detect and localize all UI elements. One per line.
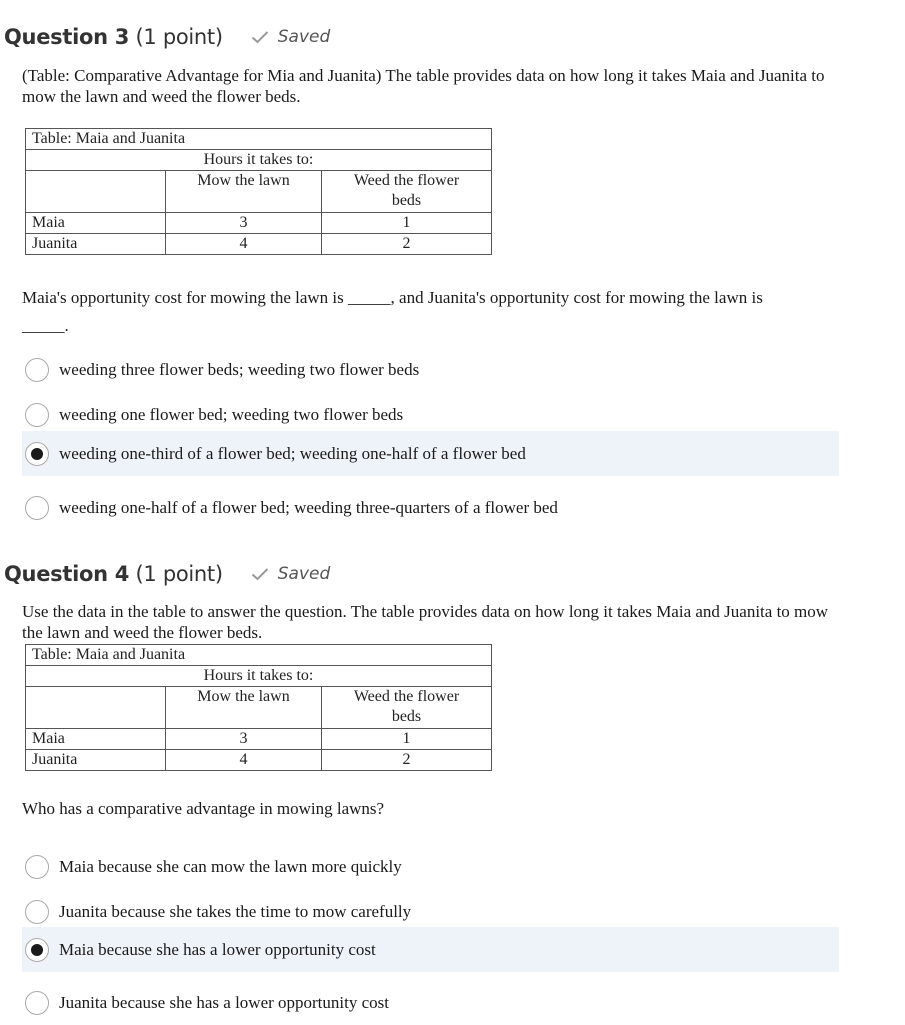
option-label[interactable]: weeding three flower beds; weeding two flower beds: [59, 360, 420, 379]
data-table: [25, 128, 492, 255]
saved-status: Saved: [251, 564, 331, 584]
question-prompt: Use the data in the table to answer the question. The table provides data on how long it takes Maia and Juanita to mow the lawn and weed the flower beds.: [22, 602, 829, 642]
table-group-header: Hours it takes to:: [26, 150, 492, 171]
option-label[interactable]: Juanita because she takes the time to mow carefully: [59, 902, 412, 921]
data-table: [25, 644, 492, 771]
question-text: Who has a comparative advantage in mowing lawns?: [22, 799, 385, 818]
radio-dot-icon: [31, 448, 43, 460]
radio-button[interactable]: [25, 900, 49, 924]
option-label[interactable]: weeding one-half of a flower bed; weeding three-quarters of a flower bed: [59, 498, 558, 517]
row-mow: 4: [166, 234, 322, 255]
question-header: [4, 559, 330, 589]
option-label[interactable]: weeding one flower bed; weeding two flower beds: [59, 405, 404, 424]
answer-option[interactable]: [22, 845, 839, 889]
table-group-header: Hours it takes to:: [26, 666, 492, 687]
option-label[interactable]: weeding one-third of a flower bed; weeding one-half of a flower bed: [59, 443, 526, 463]
table-row: [26, 729, 492, 750]
table-header-weed: Weed the flower beds: [322, 687, 492, 729]
row-mow: 3: [166, 729, 322, 750]
checkmark-icon: [251, 30, 269, 44]
table-header-mow: Mow the lawn: [166, 171, 322, 213]
row-weed: 1: [322, 729, 492, 750]
table-caption: Table: Maia and Juanita: [26, 129, 492, 150]
table-row: [26, 750, 492, 771]
table-caption: Table: Maia and Juanita: [26, 645, 492, 666]
answer-option[interactable]: [22, 348, 839, 392]
row-weed: 1: [322, 213, 492, 234]
option-label[interactable]: Maia because she can mow the lawn more quickly: [59, 857, 402, 876]
question-3: [0, 22, 905, 532]
radio-button-checked[interactable]: [25, 442, 49, 466]
answer-option[interactable]: [22, 981, 839, 1025]
question-4: [0, 559, 905, 1024]
question-title: Question 4 (1 point): [4, 562, 223, 586]
radio-button[interactable]: [25, 855, 49, 879]
row-name: Maia: [26, 729, 166, 750]
question-text: Maia's opportunity cost for mowing the lawn is _____, and Juanita's opportunity cost for mowing the lawn is _____.: [22, 288, 763, 335]
row-weed: 2: [322, 234, 492, 255]
option-label[interactable]: Maia because she has a lower opportunity cost: [59, 939, 376, 959]
answer-option[interactable]: [22, 486, 839, 530]
row-mow: 4: [166, 750, 322, 771]
row-name: Juanita: [26, 750, 166, 771]
question-title: Question 3 (1 point): [4, 25, 223, 49]
row-name: Juanita: [26, 234, 166, 255]
question-header: [4, 22, 330, 52]
table-header-blank: [26, 687, 166, 729]
table-row: [26, 234, 492, 255]
row-weed: 2: [322, 750, 492, 771]
row-name: Maia: [26, 213, 166, 234]
table-row: [26, 213, 492, 234]
radio-button[interactable]: [25, 496, 49, 520]
answer-option-selected[interactable]: [22, 431, 839, 476]
radio-dot-icon: [31, 944, 43, 956]
radio-button[interactable]: [25, 403, 49, 427]
radio-button-checked[interactable]: [25, 938, 49, 962]
table-header-blank: [26, 171, 166, 213]
option-label[interactable]: Juanita because she has a lower opportunity cost: [59, 993, 389, 1012]
table-header-mow: Mow the lawn: [166, 687, 322, 729]
row-mow: 3: [166, 213, 322, 234]
table-header-weed: Weed the flower beds: [322, 171, 492, 213]
answer-option-selected[interactable]: [22, 927, 839, 972]
question-prompt: (Table: Comparative Advantage for Mia and Juanita) The table provides data on how long it takes Maia and Juanita to mow the lawn and weed the flower beds.: [22, 66, 825, 106]
radio-button[interactable]: [25, 358, 49, 382]
checkmark-icon: [251, 567, 269, 581]
saved-status: Saved: [251, 27, 331, 47]
radio-button[interactable]: [25, 991, 49, 1015]
